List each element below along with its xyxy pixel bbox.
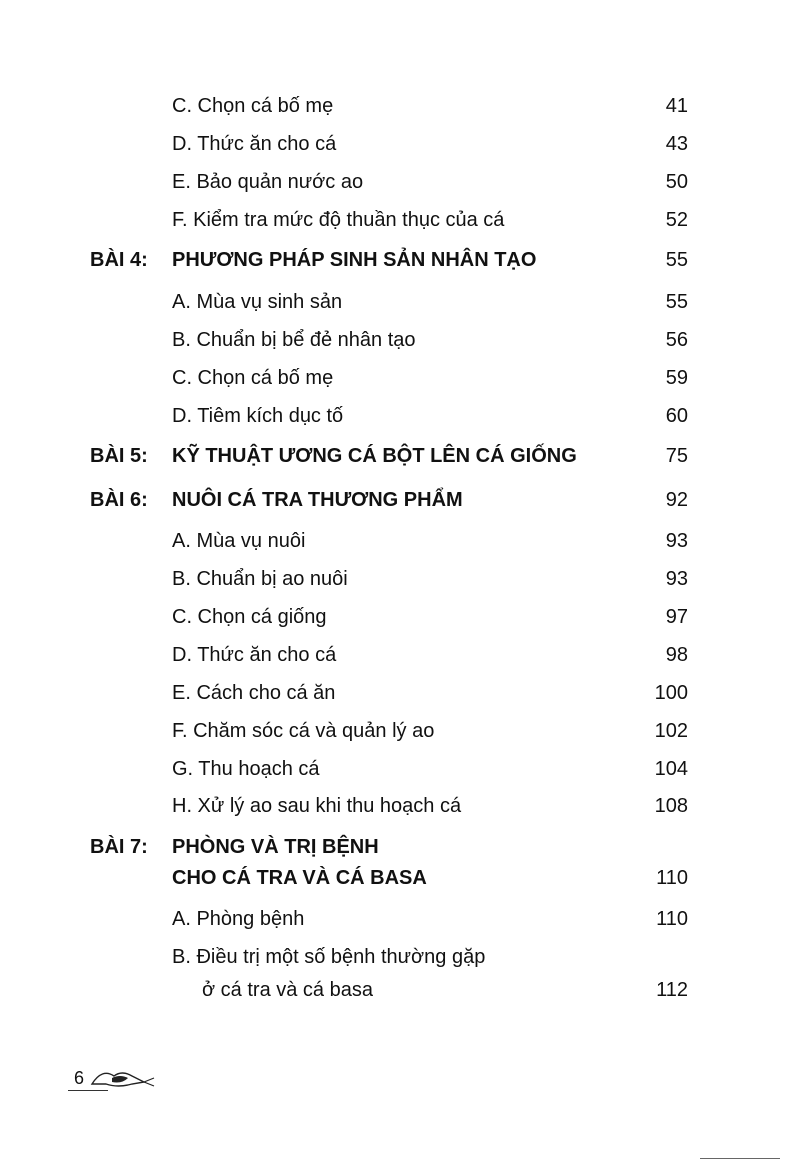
chapter-label: BÀI 5: [90, 445, 148, 467]
chapter-title: PHƯƠNG PHÁP SINH SẢN NHÂN TẠO [172, 249, 537, 271]
chapter-label: BÀI 7: [90, 836, 148, 858]
toc-page-number: 102 [654, 720, 688, 742]
toc-page-number: 93 [665, 530, 688, 552]
toc-page-number: 108 [654, 795, 688, 817]
toc-chapter-row [0, 831, 800, 863]
toc-chapter-row [0, 440, 800, 472]
toc-entry-title: C. Chọn cá bố mẹ [172, 367, 334, 389]
toc-page-number: 52 [665, 209, 688, 231]
toc-row [0, 400, 800, 432]
toc-entry-title: C. Chọn cá bố mẹ [172, 95, 334, 117]
toc-entry-title: E. Bảo quản nước ao [172, 171, 364, 193]
fish-ornament-icon [88, 1064, 158, 1090]
toc-entry-title: E. Cách cho cá ăn [172, 682, 336, 704]
toc-entry-title: C. Chọn cá giống [172, 606, 327, 628]
toc-page-number: 56 [665, 329, 688, 351]
toc-row [0, 677, 800, 709]
toc-chapter-row [0, 244, 800, 276]
toc-row [0, 563, 800, 595]
toc-page-number: 55 [665, 291, 688, 313]
toc-page-number: 92 [665, 489, 688, 511]
chapter-label: BÀI 4: [90, 249, 148, 271]
page-edge-mark [700, 1158, 780, 1159]
toc-entry-title: B. Chuẩn bị ao nuôi [172, 568, 348, 590]
toc-entry-title: H. Xử lý ao sau khi thu hoạch cá [172, 795, 462, 817]
toc-row [0, 204, 800, 236]
toc-row [0, 753, 800, 785]
toc-row [0, 974, 800, 1006]
toc-row [0, 525, 800, 557]
toc-page-number: 98 [665, 644, 688, 666]
toc-row [0, 90, 800, 122]
toc-entry-title: F. Chăm sóc cá và quản lý ao [172, 720, 435, 742]
toc-page-number: 43 [665, 133, 688, 155]
chapter-title: KỸ THUẬT ƯƠNG CÁ BỘT LÊN CÁ GIỐNG [172, 445, 577, 467]
toc-page-number: 41 [665, 95, 688, 117]
toc-entry-title: A. Mùa vụ sinh sản [172, 291, 343, 313]
toc-page-number: 59 [665, 367, 688, 389]
toc-entry-title: B. Điều trị một số bệnh thường gặp [172, 946, 486, 968]
chapter-title: NUÔI CÁ TRA THƯƠNG PHẨM [172, 489, 463, 511]
toc-row [0, 324, 800, 356]
toc-row [0, 166, 800, 198]
toc-row [0, 903, 800, 935]
toc-page-number: 93 [665, 568, 688, 590]
toc-page-number: 55 [665, 249, 688, 271]
toc-row [0, 715, 800, 747]
toc-page-number: 112 [656, 979, 688, 1001]
footer-page-number: 6 [74, 1068, 85, 1088]
toc-entry-title: D. Thức ăn cho cá [172, 133, 337, 155]
toc-entry-title: F. Kiểm tra mức độ thuần thục của cá [172, 209, 505, 231]
toc-chapter-row [0, 862, 800, 894]
chapter-title: PHÒNG VÀ TRỊ BỆNH [172, 836, 379, 858]
toc-entry-title: B. Chuẩn bị bể đẻ nhân tạo [172, 329, 416, 351]
chapter-label: BÀI 6: [90, 489, 148, 511]
toc-entry-title: D. Tiêm kích dục tố [172, 405, 344, 427]
toc-row [0, 790, 800, 822]
toc-page-number: 50 [665, 171, 688, 193]
toc-row [0, 128, 800, 160]
toc-entry-title: G. Thu hoạch cá [172, 758, 320, 780]
toc-row [0, 639, 800, 671]
toc-page-number: 104 [654, 758, 688, 780]
toc-entry-title-continued: ở cá tra và cá basa [202, 979, 373, 1001]
toc-page-number: 97 [665, 606, 688, 628]
toc-entry-title: A. Mùa vụ nuôi [172, 530, 306, 552]
toc-row [0, 601, 800, 633]
toc-page-number: 60 [665, 405, 688, 427]
toc-row [0, 362, 800, 394]
chapter-title-continued: CHO CÁ TRA VÀ CÁ BASA [172, 867, 427, 889]
toc-row [0, 286, 800, 318]
toc-row [0, 941, 800, 973]
toc-page-number: 100 [654, 682, 688, 704]
toc-entry-title: D. Thức ăn cho cá [172, 644, 337, 666]
toc-page-number: 110 [656, 908, 688, 930]
toc-page-number: 110 [656, 867, 688, 889]
toc-chapter-row [0, 484, 800, 516]
footer-rule [68, 1090, 108, 1091]
toc-entry-title: A. Phòng bệnh [172, 908, 305, 930]
toc-page-number: 75 [665, 445, 688, 467]
